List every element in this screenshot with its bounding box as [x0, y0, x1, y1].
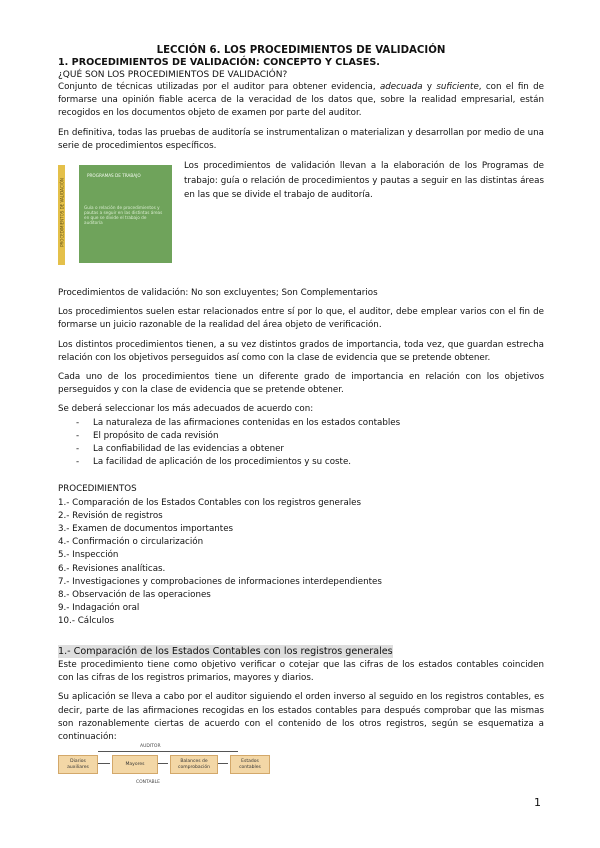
list-item: 10.- Cálculos [58, 616, 115, 627]
side-bar-label: PROCEDIMIENTOS DE VALIDACIÓN [59, 178, 65, 247]
flow-arrow [98, 763, 110, 764]
list-item: 8.- Observación de las operaciones [58, 590, 211, 601]
list-item: 3.- Examen de documentos importantes [58, 524, 234, 535]
auditor-arrow [98, 751, 238, 752]
estados-box: Estados contables [230, 755, 270, 774]
flow-arrow [158, 763, 168, 764]
list-item: 9.- Indagación oral [58, 603, 140, 614]
criteria-list [58, 417, 544, 470]
mayores-box: Mayores [112, 755, 158, 774]
list-item: - El propósito de cada revisión [76, 430, 544, 443]
paragraph-objective: Este procedimiento tiene como objetivo verificar o cotejar que las cifras de los estados contables coinciden con las cifras de los registros primarios, mayores y diarios. [58, 659, 544, 684]
emphasis-suficiente: suficiente [436, 82, 479, 92]
highlighted-heading: 1.- Comparación de los Estados Contables con los registros generales [58, 645, 393, 657]
list-item: 1.- Comparación de los Estados Contables con los registros generales [58, 497, 362, 508]
procedures-list [58, 483, 544, 628]
auditor-label: AUDITOR [140, 744, 161, 750]
list-item: 4.- Confirmación o circularización [58, 537, 204, 548]
diarios-box: Diarios auxiliares [58, 755, 98, 774]
question-heading: ¿QUÉ SON LOS PROCEDIMIENTOS DE VALIDACIÓN? [58, 70, 288, 80]
paragraph-application: Su aplicación se lleva a cabo por el auditor siguiendo el orden inverso al seguido en los registros contables, es decir, parte de las afirmaciones recogidas en los estados contables para después comprobar que las mismas son razonablemente ciertas de acuerdo con el contenido de los otros registros, según se esquematiza a continuación: [58, 692, 544, 742]
page-title: LECCIÓN 6. LOS PROCEDIMIENTOS DE VALIDACIÓN [156, 45, 446, 56]
page-number: 1 [534, 796, 541, 809]
flow-arrow [218, 763, 228, 764]
section-heading: 1. PROCEDIMIENTOS DE VALIDACIÓN: CONCEPTO Y CLASES. [58, 57, 380, 68]
list-item: 2.- Revisión de registros [58, 510, 163, 521]
paragraph-related: Los procedimientos suelen estar relacionados entre sí por lo que, el auditor, debe emplear varios con el fin de formarse un juicio razonable de la realidad del área objeto de verificación. [58, 307, 544, 331]
figure-row [58, 159, 544, 287]
procedures-side-bar [58, 165, 65, 265]
figure-title: PROGRAMAS DE TRABAJO [87, 173, 141, 179]
paragraph-importance: Los distintos procedimientos tienen, a su vez distintos grados de importancia, toda vez, que guardan estrecha relación con los objetivos perseguidos así como con la clase de evidencia que se pretende obtener. [58, 339, 544, 363]
work-programs-figure [79, 165, 172, 263]
paragraph-summary: En definitiva, todas las pruebas de auditoría se instrumentalizan o materializan y desarrollan por medio de una serie de procedimientos específicos. [58, 127, 544, 151]
list-item: 5.- Inspección [58, 550, 119, 561]
list-item: - La confiabilidad de las evidencias a obtener [76, 443, 544, 456]
paragraph-work-programs: Los procedimientos de validación llevan a la elaboración de los Programas de trabajo: guía o relación de procedimientos y pautas a seguir en las distintas áreas en las que se divide el trabajo de auditoría. [184, 161, 544, 201]
paragraph-definition: Conjunto de técnicas utilizadas por el auditor para obtener evidencia, adecuada y suficiente, con el fin de formarse una opinión fiable acerca de la veracidad de los datos que, sobre la realidad empresarial, están recogidos en los documentos objeto de examen por parte del auditor. [58, 82, 544, 119]
audit-flow-diagram [58, 744, 278, 792]
emphasis-adecuada: adecuada [379, 82, 423, 92]
figure-body: Guía o relación de procedimientos y pautas a seguir en las distintas áreas en que se divide el trabajo de auditoría [84, 205, 163, 226]
list-item: - La facilidad de aplicación de los procedimientos y su coste. [76, 456, 544, 469]
paragraph-complementary: Procedimientos de validación: No son excluyentes; Son Complementarios [58, 288, 378, 299]
balances-box: Balances de comprobación [170, 755, 218, 774]
list-item: 7.- Investigaciones y comprobaciones de informaciones interdependientes [58, 576, 382, 587]
document-page [58, 44, 544, 792]
paragraph-degree: Cada uno de los procedimientos tiene un diferente grado de importancia en relación con los objetivos perseguidos y con la clase de evidencia que se pretende obtener. [58, 372, 544, 396]
paragraph-select: Se deberá seleccionar los más adecuados de acuerdo con: [58, 404, 314, 415]
subsection-heading [58, 645, 544, 659]
procedures-heading: PROCEDIMIENTOS [58, 484, 137, 495]
contable-label: CONTABLE [136, 780, 160, 786]
list-item: - La naturaleza de las afirmaciones contenidas en los estados contables [76, 417, 544, 430]
list-item: 6.- Revisiones analíticas. [58, 563, 166, 574]
